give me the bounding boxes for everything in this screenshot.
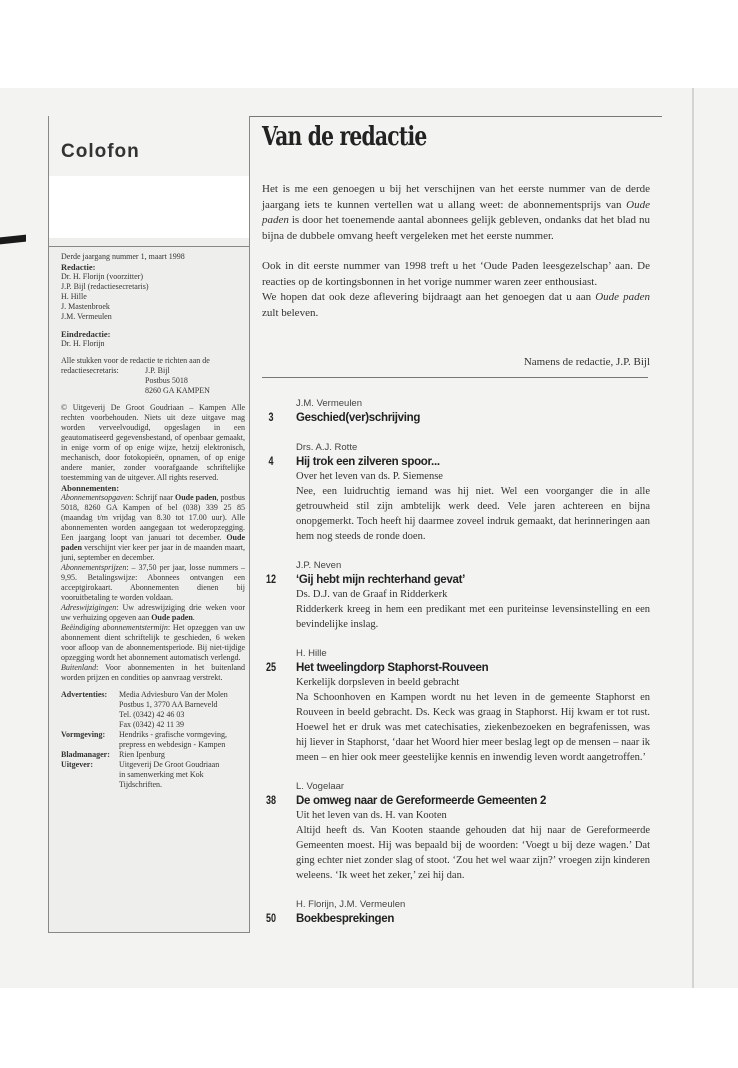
editorial-paragraph: Het is me een genoegen u bij het verschijnen van het eerste nummer van de derde jaargang iets te kunnen vertellen wat u allang weet: de abonnementsprijs van Oude paden is door het toenemende aantal abonnees gelijk gebleven, ondanks dat het blad nu bijna de dubbele omvang heeft vergeleken met het eerste nummer.: [262, 183, 650, 242]
toc-entry[interactable]: [262, 781, 650, 883]
eindredactie-block: [61, 329, 245, 349]
credit-vormgeving: Vormgeving: Hendriks - grafische vormgeving, prepress en webdesign - Kampen: [61, 730, 227, 749]
editorial-signature: Namens de redactie, J.P. Bijl: [523, 356, 650, 368]
editorial-text: [262, 182, 650, 321]
redactie-member: Dr. H. Florijn (voorzitter): [61, 272, 143, 281]
colofon-body: [61, 252, 245, 790]
toc-page-number: 4: [268, 454, 274, 468]
credit-advertenties: Advertenties: Media Adviesburo Van der Molen Postbus 1, 3770 AA Barneveld Tel. (0342) 42 46 03 Fax (0342) 42 11 39: [61, 690, 228, 729]
toc-entry[interactable]: [262, 560, 650, 632]
table-of-contents: [262, 398, 650, 943]
colofon-title: Colofon: [61, 141, 140, 162]
abonnementsprijzen: Abonnementsprijzen: – 37,50 per jaar, losse nummers – 9,95. Betalingswijze: Abonnees ontvangen een acceptgirokaart. Abonnementen dienen bij vooruitbetaling te worden voldaan.: [61, 563, 245, 602]
stukken-line: 8260 GA KAMPEN: [145, 386, 210, 395]
toc-author: J.P. Neven: [296, 560, 342, 571]
toc-page-number: 38: [265, 793, 277, 807]
toc-page-number: 3: [268, 410, 274, 424]
issue-line: Derde jaargang nummer 1, maart 1998: [61, 252, 185, 261]
toc-title[interactable]: De omweg naar de Gereformeerde Gemeenten 2: [296, 795, 547, 807]
toc-description: Na Schoonhoven en Kampen wordt nu het leven in de gemeente Staphorst en Rouveen in beeld gebracht. Ds. Keck was graag in Staphorst. Hij kwam er tot rust. Hoewel het er druk was met catechisaties, ziekenbezoeken en begrafenissen, was hij liever in Staphorst, ‘daar het Woord hier meer beslag legt op de mensen – naar ik meen – en hier ook meer geestelijke kennis en inwendig leven wordt aangetroffen.’: [296, 692, 650, 763]
toc-description: Altijd heeft ds. Van Kooten staande gehouden dat hij naar de Gereformeerde Gemeenten moest. Hij was bepaald bij de woorden: ‘Voegt u bij deze wagen.’ Dat ging echter niet zonder slag of stoot. ‘Zou het wel waar zijn?’ vroegen zijn kinderen weleens. ‘Ik weet het zeker,’ zei hij dan.: [296, 825, 650, 881]
stukken-block: [61, 356, 245, 396]
toc-subtitle: Uit het leven van ds. H. van Kooten: [296, 810, 447, 821]
credits-block: [61, 690, 245, 790]
buitenland: Buitenland: Voor abonnementen in het buitenland worden prijzen en condities op aanvraag verstrekt.: [61, 663, 245, 682]
redactie-member: J. Mastenbroek: [61, 302, 110, 311]
credit-bladmanager: Bladmanager: Rien Ipenburg: [61, 750, 165, 759]
toc-page-number: 25: [265, 660, 277, 674]
redactie-member: H. Hille: [61, 292, 87, 301]
redactie-block: [61, 262, 245, 322]
toc-title[interactable]: ‘Gij hebt mijn rechterhand gevat’: [296, 574, 466, 586]
toc-rule: [262, 377, 648, 378]
colofon-header: [49, 116, 249, 176]
abonnementsopgaven: Abonnementsopgaven: Schrijf naar Oude paden, postbus 5018, 8260 GA Kampen of bel (038) 339 25 85 (maandag t/m vrijdag van 8.30 tot 17.00 uur). Alle abonnementen worden aangegaan tot wederopzegging. Een jaargang loopt van januari tot december. Oude paden verschijnt vier keer per jaar in de maanden maart, juni, september en december.: [61, 493, 245, 562]
editorial-paragraph: Ook in dit eerste nummer van 1998 treft u het ‘Oude Paden leesgezelschap’ aan. De reacties op de kortingsbonnen in het vorige nummer waren zeer enthousiast.: [262, 260, 650, 288]
eindredactie-heading: Eindredactie:: [61, 329, 111, 339]
toc-page-number: 50: [265, 911, 277, 925]
toc-entry[interactable]: [262, 899, 650, 927]
stukken-intro: Alle stukken voor de redactie te richten aan de: [61, 356, 210, 365]
stukken-label: redactiesecretaris:: [61, 366, 119, 375]
colofon-rule: [49, 246, 249, 247]
toc-subtitle: Over het leven van ds. P. Siemense: [296, 471, 443, 482]
redactie-member: J.P. Bijl (redactiesecretaris): [61, 282, 149, 291]
colofon-panel: [48, 116, 250, 933]
stukken-address: [61, 366, 245, 376]
toc-title[interactable]: Geschied(ver)schrijving: [296, 412, 421, 424]
toc-entry[interactable]: [262, 442, 650, 544]
abonnementen-block: [61, 483, 245, 683]
editorial-paragraph: We hopen dat ook deze aflevering bijdraagt aan het genoegen dat u aan Oude paden zult beleven.: [262, 291, 650, 319]
toc-subtitle: Ds. D.J. van de Graaf in Ridderkerk: [296, 589, 448, 600]
toc-entry[interactable]: [262, 648, 650, 765]
redactie-heading: Redactie:: [61, 262, 96, 272]
stukken-line: J.P. Bijl: [145, 366, 170, 375]
stukken-line: Postbus 5018: [145, 376, 188, 385]
colofon-blank-area: [49, 176, 249, 238]
toc-title[interactable]: Hij trok een zilveren spoor...: [296, 456, 440, 468]
abonnementen-heading: Abonnementen:: [61, 483, 120, 493]
credit-uitgever: Uitgever: Uitgeverij De Groot Goudriaan in samenwerking met Kok Tijdschriften.: [61, 760, 220, 789]
toc-title[interactable]: Het tweelingdorp Staphorst-Rouveen: [296, 662, 489, 674]
toc-author: L. Vogelaar: [296, 781, 345, 792]
toc-author: J.M. Vermeulen: [296, 398, 362, 409]
copyright-notice: © Uitgeverij De Groot Goudriaan – Kampen Alle rechten voorbehouden. Niets uit deze uitgave mag worden verveelvoudigd, opgeslagen in een geautomatiseerd gegevensbestand, of openbaar gemaakt, in enige vorm of op enige wijze, hetzij elektronisch, mechanisch, door fotokopieën, opnamen, of op enige andere manier, zonder voorafgaande schriftelijke toestemming van de uitgever. All rights reserved.: [61, 403, 245, 482]
eindredactie-name: Dr. H. Florijn: [61, 339, 105, 348]
toc-subtitle: Kerkelijk dorpsleven in beeld gebracht: [296, 677, 460, 688]
toc-page-number: 12: [265, 572, 277, 586]
toc-author: Drs. A.J. Rotte: [296, 442, 358, 453]
redactie-member: J.M. Vermeulen: [61, 312, 112, 321]
toc-author: H. Florijn, J.M. Vermeulen: [296, 899, 406, 910]
page-edge: [692, 88, 694, 988]
toc-entry[interactable]: [262, 398, 650, 426]
adreswijzigingen: Adreswijzigingen: Uw adreswijziging drie weken voor uw verhuizing opgeven aan Oude paden.: [61, 603, 245, 622]
toc-title[interactable]: Boekbesprekingen: [296, 913, 395, 925]
toc-author: H. Hille: [296, 648, 327, 659]
toc-description: Nee, een luidruchtig iemand was hij niet. Wel een voorganger die in alle getrouwheid stil zijn ambtelijk werk deed. Vele jaren achtereen en bijna onopgemerkt. Toch heeft hij daarmee zoveel indruk gemaakt, dat herinneringen aan hem nog steeds de ronde doen.: [296, 486, 650, 542]
beeindiging: Beëindiging abonnementstermijn: Het opzeggen van uw abonnement dient schriftelijk te geschieden, 6 weken voor afloop van de abonnementsperiode. Bij niet-tijdige opzegging wordt het abonnement automatisch verlengd.: [61, 623, 245, 662]
toc-description: Ridderkerk kreeg in hem een predikant met een puriteinse levensinstelling en een bevindelijke inslag.: [296, 604, 650, 630]
page-title: Van de redactie: [262, 122, 427, 152]
